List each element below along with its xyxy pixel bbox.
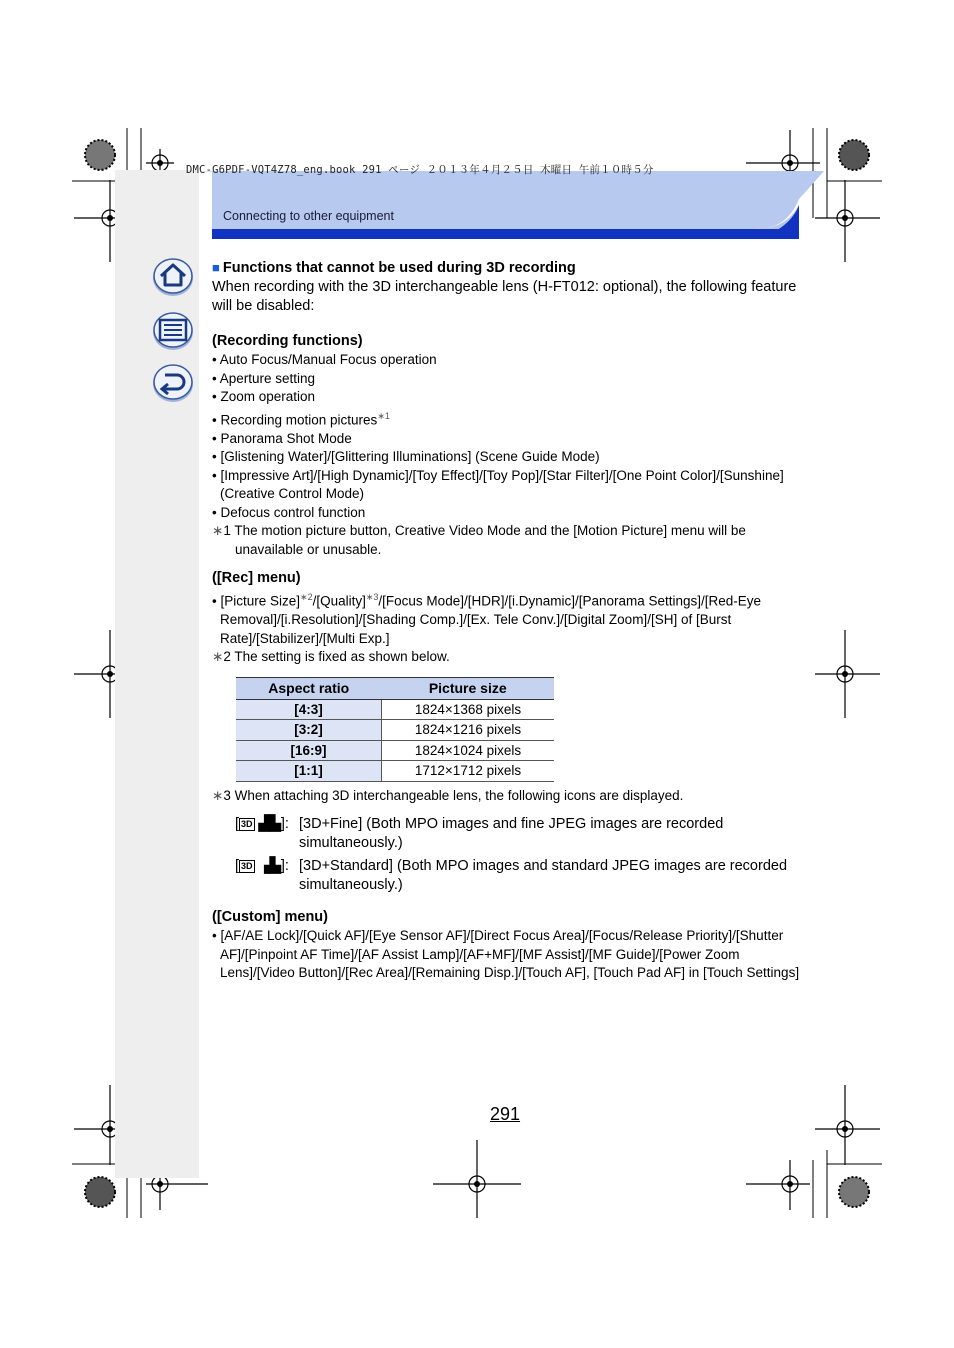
section-heading: ■ Functions that cannot be used during 3D recording (212, 260, 576, 276)
menu-list-icon (151, 309, 195, 351)
3d-fine-icon: [ 3D ▟▙]: (235, 816, 289, 832)
table-header-row (236, 677, 554, 699)
size-cell: 1824×1368 pixels (382, 699, 555, 720)
main-content (212, 258, 802, 983)
custom-menu-list (212, 927, 802, 983)
contents-menu-button[interactable] (151, 309, 195, 351)
list-item: • Auto Focus/Manual Focus operation (212, 352, 437, 367)
table-row (236, 699, 554, 720)
rec-menu-list (212, 588, 802, 648)
aspect-cell: [1:1] (236, 761, 382, 782)
icon-row-fine (235, 815, 802, 852)
home-icon (151, 255, 195, 297)
recording-functions-heading: (Recording functions) (212, 333, 363, 349)
home-button[interactable] (151, 255, 195, 297)
header-band (199, 171, 824, 240)
list-item: • Panorama Shot Mode (212, 430, 352, 446)
aspect-cell: [4:3] (236, 699, 382, 720)
aspect-ratio-table (236, 677, 554, 782)
back-arrow-icon (151, 361, 195, 403)
size-cell: 1824×1024 pixels (382, 740, 555, 761)
footnote-1: ∗1 The motion picture button, Creative Video Mode and the [Motion Picture] menu will be unavailable or unusable. (212, 523, 746, 557)
rec-menu-heading: ([Rec] menu) (212, 570, 301, 586)
list-item: • Zoom operation (212, 389, 316, 404)
back-button[interactable] (151, 361, 195, 403)
recording-functions-list (212, 351, 802, 522)
3d-standard-icon: [ 3D ▗▙]: (235, 858, 289, 874)
list-item: • Defocus control function (212, 504, 366, 520)
list-item: • Recording motion pictures$^{∗1}$ (212, 410, 390, 427)
print-info-line: DMC-G6PDF-VQT4Z78_eng.book 291 ページ ２０１３年４月２５日 木曜日 午前１０時５分 (186, 164, 654, 176)
aspect-cell: [16:9] (236, 740, 382, 761)
3d-fine-description: [3D+Fine] (Both MPO images and fine JPEG images are recorded simultaneously.) (299, 816, 724, 851)
table-row (236, 761, 554, 782)
3d-standard-description: [3D+Standard] (Both MPO images and standard JPEG images are recorded simultaneously.) (299, 858, 788, 893)
footnote-2: ∗2 The setting is fixed as shown below. (212, 649, 450, 664)
list-item: • [AF/AE Lock]/[Quick AF]/[Eye Sensor AF]/[Direct Focus Area]/[Focus/Release Priority]/[Shutter AF]/[Pinpoint AF Time]/[AF Assist Lamp]/[AF+MF]/[MF Assist]/[MF Guide]/[Power Zoom Lens]/[Video Button]/[Rec Area]/[Remaining Disp.]/[Touch AF], [Touch Pad AF] in [Touch Settings] (212, 928, 800, 980)
list-item: • [Picture Size]$^{∗2}$/[Quality]$^{∗3}$/[Focus Mode]/[HDR]/[i.Dynamic]/[Panorama Settings]/[Red-Eye Removal]/[i.Resolution]/[Shading Comp.]/[Ex. Tele Conv.]/[Digital Zoom]/[SH] of [Burst Rate]/[Stabilizer]/[Multi Exp.] (212, 592, 762, 646)
icon-row-standard (235, 857, 802, 894)
list-item: • [Impressive Art]/[High Dynamic]/[Toy Effect]/[Toy Pop]/[Star Filter]/[One Point Color]/[Sunshine] (Creative Control Mode) (212, 467, 784, 501)
table-row (236, 720, 554, 741)
page-number: 291 (490, 1104, 521, 1124)
size-cell: 1824×1216 pixels (382, 720, 555, 741)
intro-paragraph: When recording with the 3D interchangeable lens (H-FT012: optional), the following feature will be disabled: (212, 279, 797, 314)
list-item: • [Glistening Water]/[Glittering Illuminations] (Scene Guide Mode) (212, 449, 600, 464)
header-section-title: Connecting to other equipment (223, 209, 394, 223)
footnote-3: ∗3 When attaching 3D interchangeable lens, the following icons are displayed. (212, 787, 684, 803)
square-bullet-icon: ■ (212, 260, 220, 275)
table-header: Picture size (382, 677, 555, 699)
table-header: Aspect ratio (236, 677, 382, 699)
list-item: • Aperture setting (212, 370, 316, 386)
aspect-cell: [3:2] (236, 720, 382, 741)
size-cell: 1712×1712 pixels (382, 761, 555, 782)
table-row (236, 740, 554, 761)
custom-menu-heading: ([Custom] menu) (212, 909, 328, 925)
